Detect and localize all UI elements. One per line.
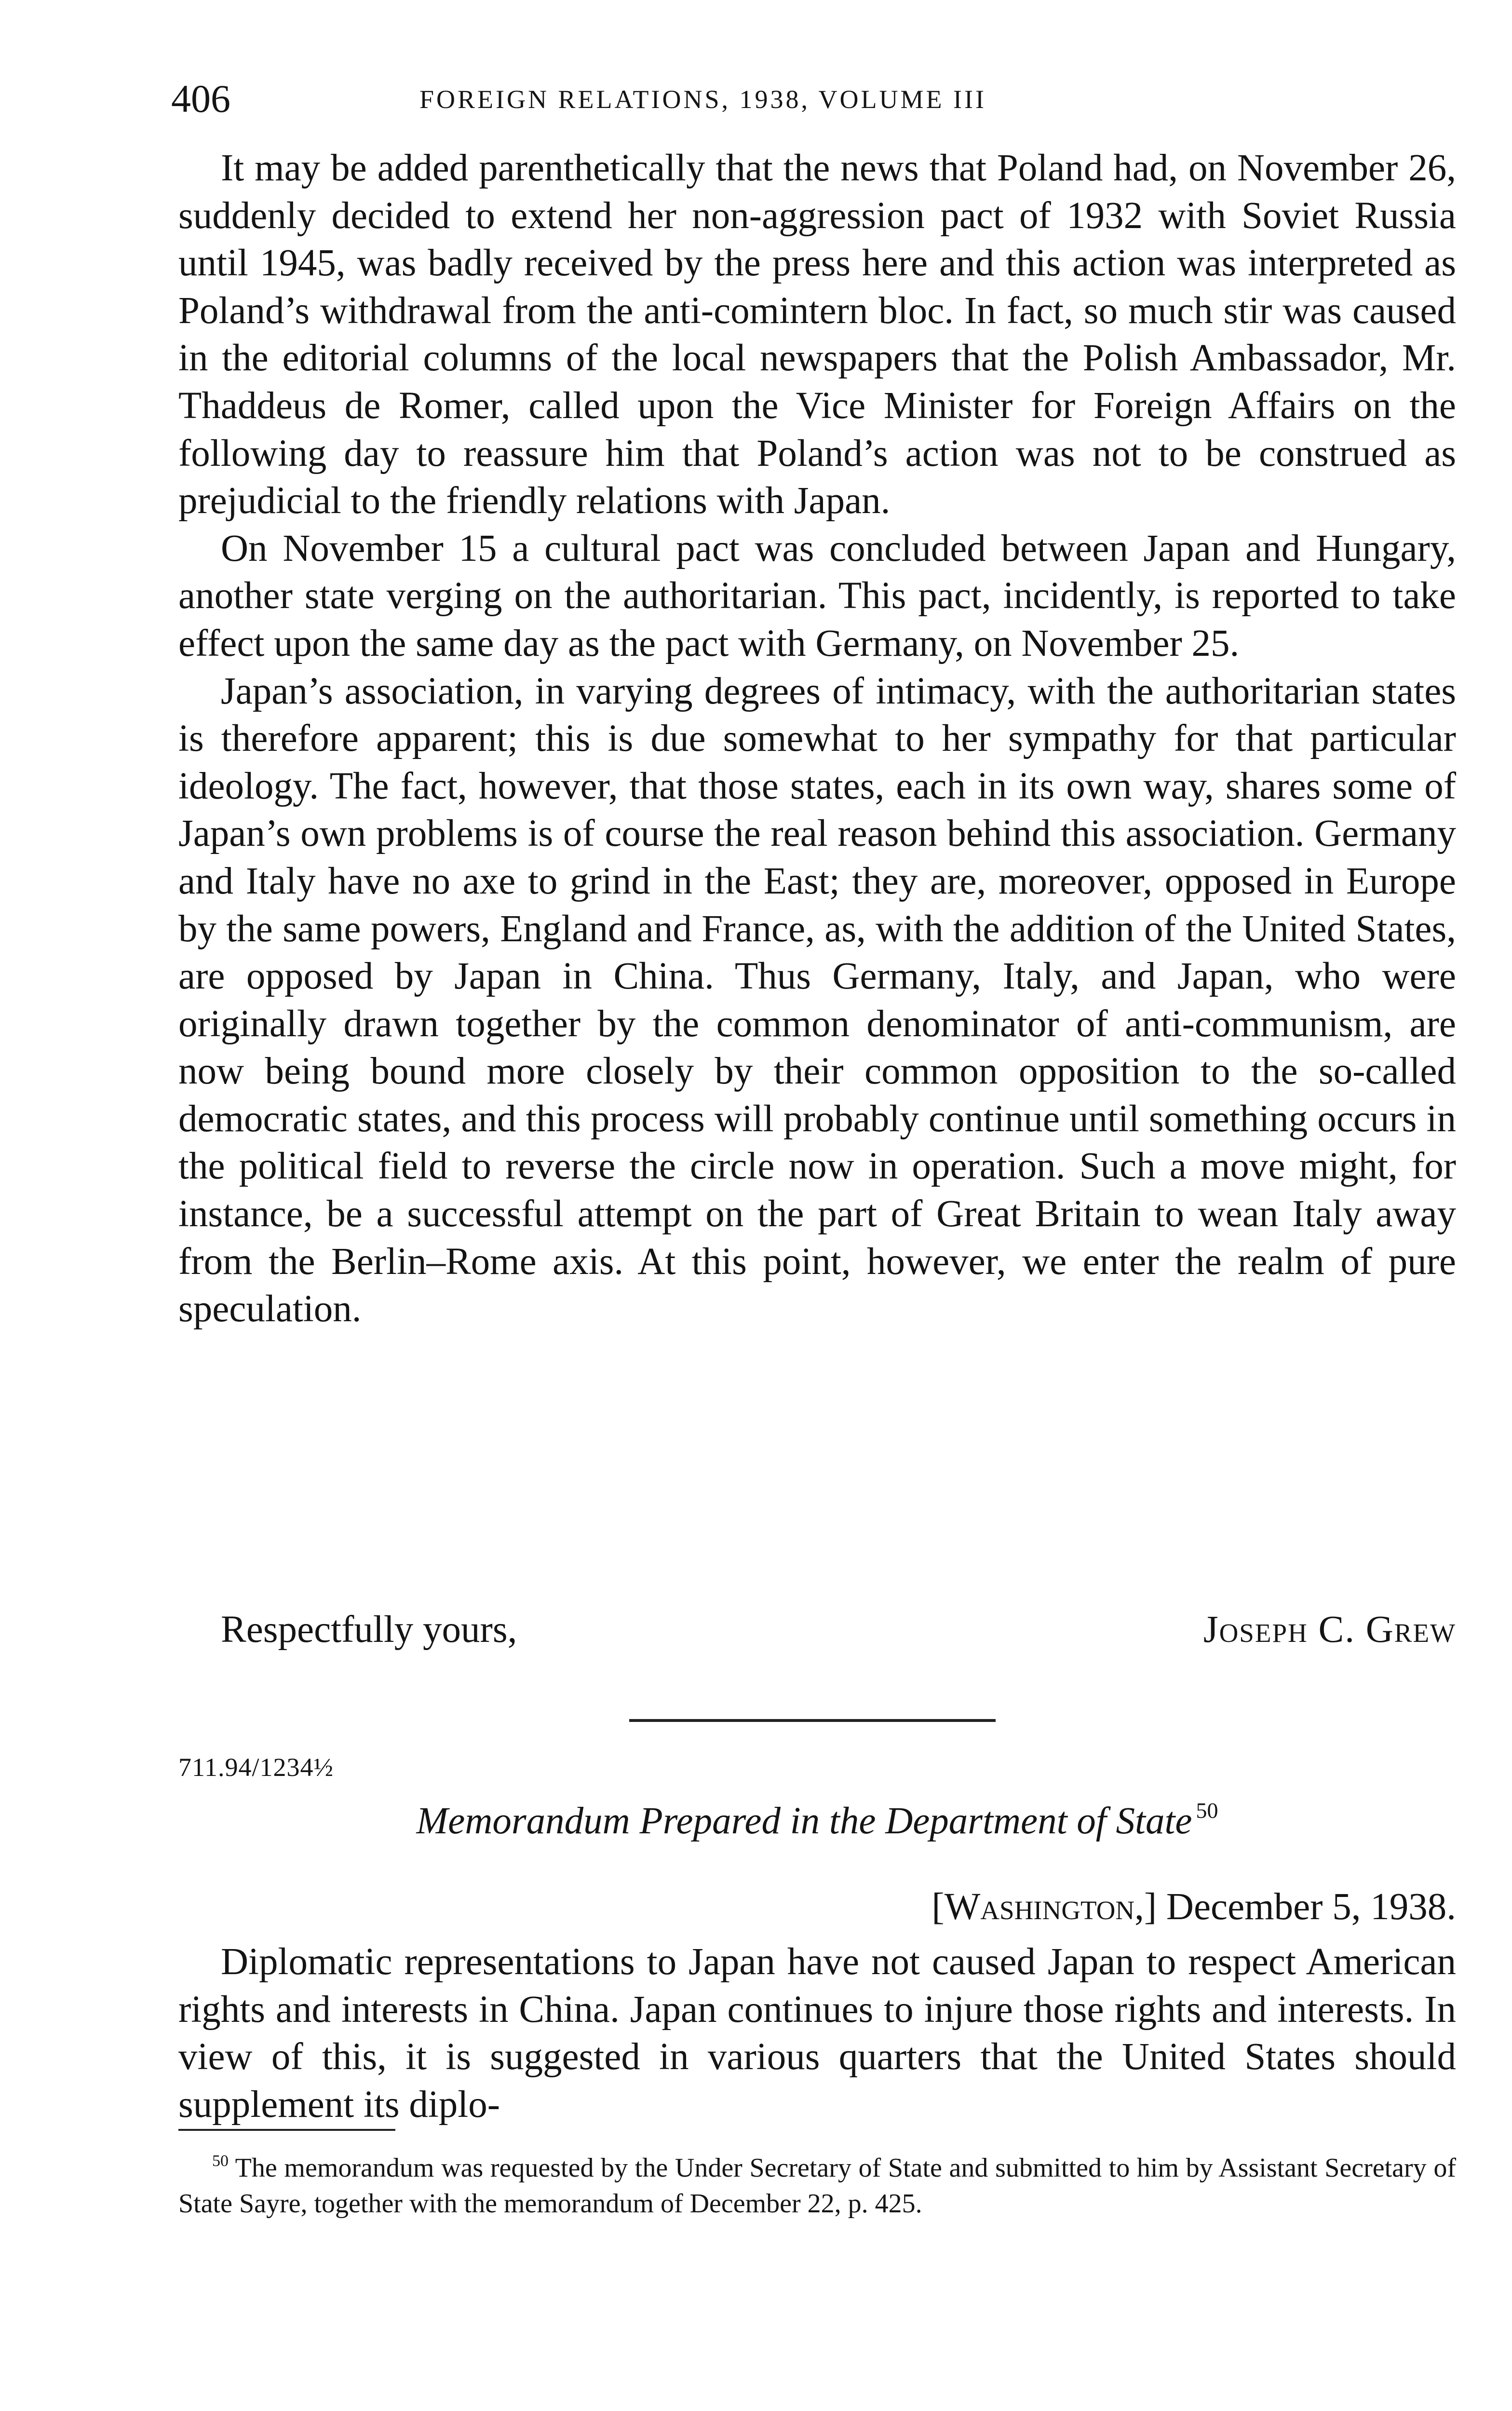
- memorandum-title: [178, 1784, 1456, 1848]
- footnote-reference: 50: [1196, 1798, 1218, 1823]
- dateline: [178, 1883, 1456, 1931]
- letter-paragraph: Japan’s association, in varying degrees of intimacy, with the authoritarian states is therefore apparent; this is due somewhat to her sympathy for that particular ideology. The fact, however, that those states, each in its own way, shares some of Japan’s own problems is of course the real reason behind this association. Germany and Italy have no axe to grind in the East; they are, moreover, opposed in Europe by the same powers, England and France, as, with the addition of the United States, are opposed by Japan in China. Thus Germany, Italy, and Japan, who were originally drawn together by the common denominator of anti-communism, are now being bound more closely by their common opposition to the so-called democratic states, and this process will probably continue until something occurs in the political field to reverse the circle now in operation. Such a move might, for instance, be a successful attempt on the part of Great Britain to wean Italy away from the Berlin–Rome axis. At this point, however, we enter the realm of pure speculation.: [178, 670, 1456, 1330]
- dateline-date: December 5, 1938.: [1166, 1886, 1456, 1928]
- footnote: [178, 2143, 1456, 2221]
- section-divider: [629, 1719, 996, 1722]
- complimentary-close: Respectfully yours,: [221, 1609, 517, 1651]
- footnote-marker: 50: [212, 2152, 229, 2170]
- letter-paragraph: It may be added parenthetically that the news that Poland had, on November 26, suddenly decided to extend her non-aggression pact of 1932 with Soviet Russia until 1945, was badly received by the press here and this action was interpreted as Poland’s withdrawal from the anti-comintern bloc. In fact, so much stir was caused in the editorial columns of the local newspapers that the Polish Ambassador, Mr. Thaddeus de Romer, called upon the Vice Minister for Foreign Affairs on the following day to reassure him that Poland’s action was not to be construed as prejudicial to the friendly relations with Japan.: [178, 147, 1456, 522]
- memorandum-title-text: Memorandum Prepared in the Department of State: [416, 1800, 1192, 1842]
- letter-paragraph: On November 15 a cultural pact was concluded between Japan and Hungary, another state verging on the authoritarian. This pact, incidently, is reported to take effect upon the same day as the pact with Germany, on November 25.: [178, 527, 1456, 664]
- signature: Joseph C. Grew: [1203, 1609, 1456, 1651]
- dateline-place: [Washington,]: [932, 1886, 1157, 1928]
- letter-body: [178, 145, 1456, 1333]
- running-title: FOREIGN RELATIONS, 1938, VOLUME III: [419, 85, 986, 114]
- memorandum-body: [178, 1938, 1456, 2128]
- memorandum-paragraph: Diplomatic representations to Japan have not caused Japan to respect American rights and interests in China. Japan continues to injure those rights and interests. In view of this, it is suggested in various quarters that the United States should supplement its diplo-: [178, 1941, 1456, 2126]
- page-number: 406: [171, 77, 230, 121]
- file-number: 711.94/1234½: [178, 1753, 334, 1782]
- running-header: [0, 72, 1512, 125]
- footnote-divider: [178, 2129, 395, 2131]
- footnote-text: The memorandum was requested by the Under Secretary of State and submitted to him by Assistant Secretary of State Sayre, together with the memorandum of December 22, p. 425.: [178, 2153, 1456, 2219]
- letter-closing: [178, 1606, 1456, 1654]
